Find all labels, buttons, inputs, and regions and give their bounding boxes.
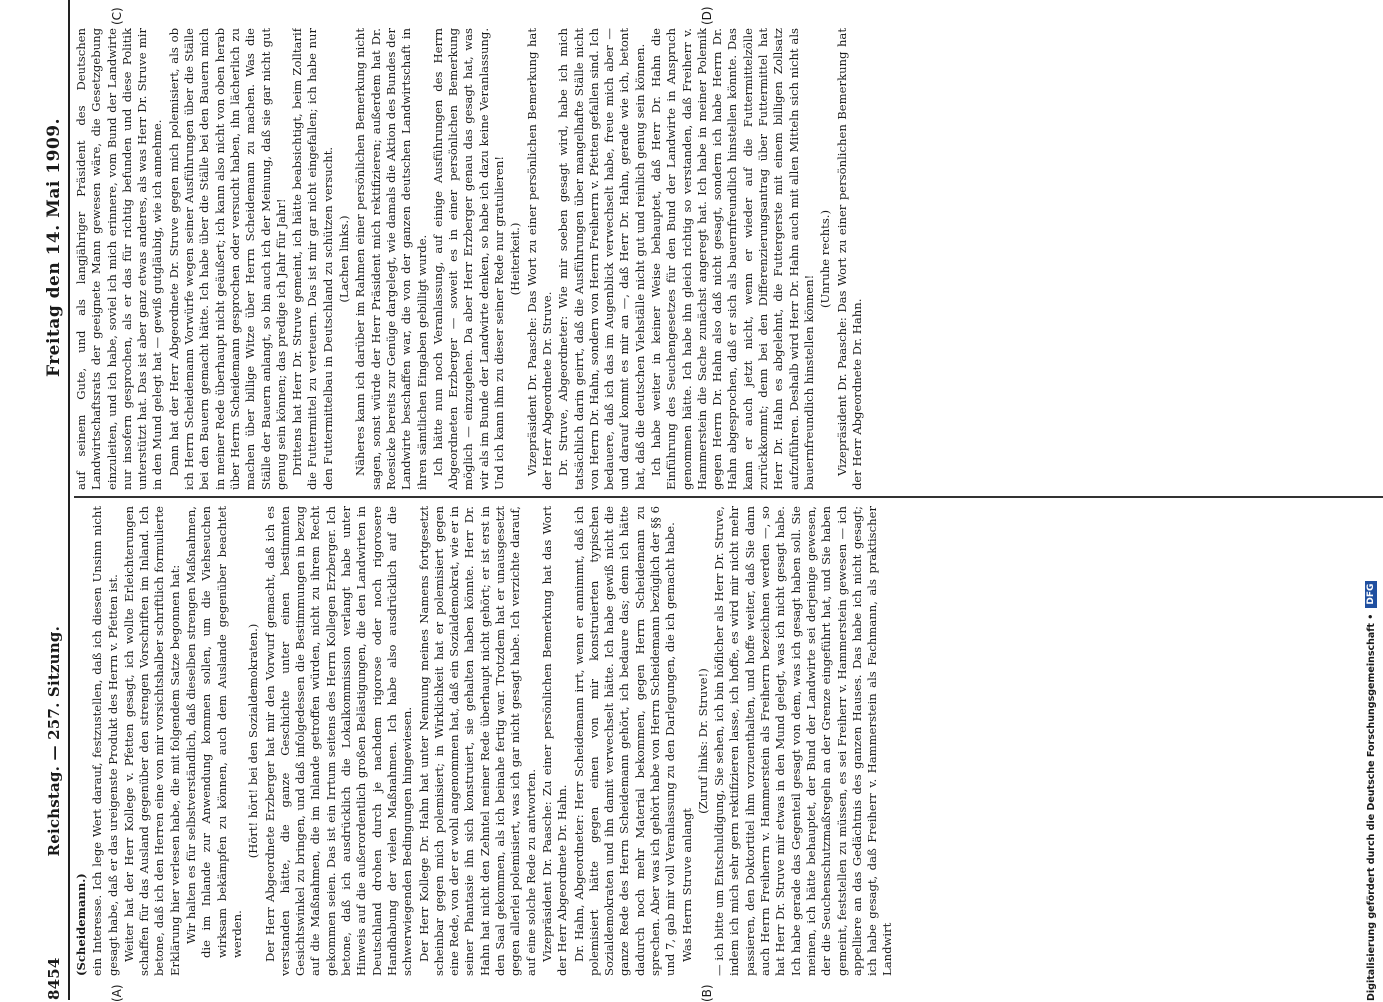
paragraph: Dann hat der Herr Abgeordnete Dr. Struve gegen mich polemisiert, als ob ich Herrn Scheidemann Vorwürfe wegen seiner Ausführungen über die Ställe bei den Bauern gemacht hätte. Ich habe über die Ställe bei den Bauern mich in meiner Rede überhaupt nicht geäußert; ich kann also nicht von oben herab über Herrn Scheidemann gesprochen oder versucht haben, ihn lächerlich zu machen über billige Witze über Herrn Scheidemann zu machen. Was die Ställe der Bauern anlangt, so bin auch ich der Meinung, daß sie gar nicht gut genug sein können; das predige ich Jahr für Jahr! [166,28,288,490]
paragraph: auf seinem Gute, und als langjähriger Präsident des Deutschen Landwirtschaftsrats der geeignete Mann gewesen wäre, die Gesetzgebung einzuleiten, und ich habe, soviel ich mich erinnere, vom Bund der Landwirte nur insofern gesprochen, als er das für richtig befunden und diese Politik unterstützt hat. Das ist aber ganz etwas anderes, als was Herr Dr. Struve mir in den Mund gelegt hat — gewiß gutgläubig, wie ich annehme. [74,28,165,490]
paragraph: Näheres kann ich darüber im Rahmen einer persönlichen Bemerkung nicht sagen, sonst würde der Herr Präsident mich rektifizieren; außerdem hat Dr. Roesicke bereits zur Genüge dargelegt, wie damals die Aktion des Bundes der Landwirte beschaffen war, die von der ganzen deutschen Landwirtschaft in ihren sämtlichen Eingaben gebilligt wurde. [353,28,429,490]
dfg-logo: DFG [1365,581,1377,608]
header-rule [68,0,70,1000]
funding-note: Digitalisierung gefördert durch die Deutsche Forschungsgemeinschaft • [1365,613,1377,1001]
margin-mark-b: (B) [700,984,714,1002]
right-column [74,28,1383,490]
right-header [44,0,64,495]
margin-mark-a: (A) [110,984,124,1002]
paragraph: Drittens hat Herr Dr. Struve gemeint, ich hätte beabsichtigt, beim Zolltarif die Futtermittel zu verteuern. Das ist mir gar nicht eingefallen; ich habe nur den Futtermittelbau in Deutschland zu schützen versucht. [290,28,335,490]
interjection: (Hört! hört! bei den Sozialdemokraten.) [246,623,261,859]
paragraph: Dr. Struve, Abgeordneter: Wie mir soeben gesagt wird, habe ich mich tatsächlich darin geirrt, daß die Ausführungen über mangelhafte Ställe nicht von Herrn Dr. Hahn, sondern von Herrn Freiherrn v. Pfetten gefallen sind. Ich bedauere, daß ich das im Augenblick verwechselt habe, freue mich aber — und darauf kommt es mir an —, daß Herr Dr. Hahn, gerade wie ich, betont hat, daß die deutschen Viehställe nicht gut und reinlich genug sein können. [556,28,647,490]
interjection: (Lachen links.) [337,215,352,303]
speaker-announcement: Vizepräsident Dr. Paasche: Zu einer persönlichen Bemerkung hat das Wort der Herr Abgeordnete Dr. Hahn. [539,506,570,976]
chamber-name: Reichstag. [45,765,63,857]
margin-mark-d: (D) [700,6,714,25]
interjection: (Zuruf links: Dr. Struve!) [695,668,710,814]
paragraph: Ich habe weiter in keiner Weise behauptet, daß Herr Dr. Hahn die Einführung des Seuchengesetzes für den Bund der Landwirte in Anspruch genommen hätte. Ich habe ihn gleich richtig so verstanden, daß Freiherr v. Hammerstein die Sache zunächst angeregt hat. Ich habe in meiner Polemik gegen Herrn Dr. Hahn also daß nicht gesagt, sondern ich habe Herrn Dr. Hahn abgesprochen, daß er sich als bauernfreundlich hinstellen könnte. Das kann er auch jetzt nicht, wenn er wieder auf die Futtermittelzölle zurückkommt; denn bei den Differenzierungsantrag über Futtermittel hat Herr Dr. Hahn es abgelehnt, die Futtergerste mit einem billigen Zollsatz aufzuführen. Deshalb wird Herr Dr. Hahn auch mit allen Mitteln sich nicht als bauernfreundlich hinstellen können! [648,28,816,490]
column-divider [74,497,1383,499]
left-column [74,506,1383,976]
left-column-text [74,506,1383,976]
paragraph: Ich hätte nun noch Veranlassung, auf einige Ausführungen des Herrn Abgeordneten Erzberger — soweit es in einer persönlichen Bemerkung möglich — einzugehen. Da aber Herr Erzberger genau das gesagt hat, was wir als im Bunde der Landwirte denken, so habe ich dazu keine Veranlassung. Und ich kann ihm zu dieser seiner Rede nur gratulieren! [430,28,507,490]
digitization-sidebar [1361,6,1381,1001]
paragraph: Was Herrn Struve anlangt [679,808,694,962]
chamber-title [45,626,63,856]
interjection: (Unruhe rechts.) [818,210,833,308]
digitization-note [1361,6,1381,1001]
quotation: Wir halten es für selbstverständlich, daß dieselben strengen Maßnahmen, die im Inlande zur Anwendung kommen sollen, um die Viehseuchen wirksam bekämpfen zu können, auch dem Auslande gegenüber beachtet werden. [184,506,244,958]
paragraph: Der Herr Kollege Dr. Hahn hat unter Nennung meines Namens fortgesetzt scheinbar gegen mich polemisiert; in Wirklichkeit hat er polemisiert gegen eine Rede, von der er wohl angenommen hat, daß ein Sozialdemokrat, wie er in seiner Phantasie ihn sich konstruiert, sie gehalten haben könnte. Herr Dr. Hahn hat nicht den Zehntel meiner Rede überhaupt nicht gehört; er ist erst in den Saal gekommen, als ich beinahe fertig war. Trotzdem hat er unausgesetzt gegen allerlei polemisiert, was ich gar nicht gesagt habe. Ich verzichte darauf, auf eine solche Rede zu antworten. [416,506,538,976]
speaker-announcement: Vizepräsident Dr. Paasche: Das Wort zu einer persönlichen Bemerkung hat der Herr Abgeordnete Dr. Struve. [524,28,554,490]
paragraph: Der Herr Abgeordnete Erzberger hat mir den Vorwurf gemacht, daß ich es verstanden hätte, die ganze Geschichte unter einen bestimmten Gesichtswinkel zu bringen, und daß infolgedessen die Bestimmungen in bezug auf die Maßnahmen, die im Inlande getroffen würden, nicht zu ihrem Recht gekommen seien. Das ist ein Irrtum seitens des Herrn Kollegen Erzberger. Ich betone, daß ich ausdrücklich die Lokalkommission verlangt habe unter Hinweis auf die außerordentlich großen Belästigungen, die den Landwirten in Deutschland drohen durch je nachdem rigorose oder noch rigorosere Handhabung der vielen Maßnahmen. Ich habe also ausdrücklich auf die schwerwiegenden Bedingungen hingewiesen. [262,506,415,976]
paragraph: Weiter hat der Herr Kollege v. Pfetten gesagt, ich wollte Erleichterungen schaffen für das Ausland gegenüber den strengen Vorschriften im Inland. Ich betone, daß ich den Herren eine von mir vorsichtshalber schriftlich formulierte Erklärung hier verlesen habe, die mit folgendem Satze begonnen hat: [121,506,182,976]
right-column-text [74,28,1383,490]
issue-date: Freitag den 14. Mai 1909. [44,117,64,378]
page-number: 8454 [45,957,63,1000]
margin-mark-c: (C) [110,7,124,25]
speaker-announcement: Vizepräsident Dr. Paasche: Das Wort zu einer persönlichen Bemerkung hat der Herr Abgeordnete Dr. Hahn. [834,28,864,490]
left-header [44,495,64,1000]
paragraph: — ich bitte um Entschuldigung, Sie sehen, ich bin höflicher als Herr Dr. Struve, indem ich mich sehr gern rektifizieren lasse, ich hoffe, es wird mir nicht mehr passieren, den Doktortitel ihm vorzuenthalten, und hoffe weiter, daß Sie dann auch Herrn Freiherrn v. Hammerstein als Freiherrn bezeichnen werden —, so hat Herr Dr. Struve mir etwas in den Mund gelegt, was ich nicht gesagt habe. Ich habe gerade das Gegenteil gesagt von dem, was ich gesagt haben soll. Sie meinen, ich hätte behauptet, der Bund der Landwirte sei derjenige gewesen, der die Seuchenschutzmaßregeln an der Grenze eingeführt hat, und Sie haben gemeint, feststellen zu müssen, es sei Freiherr v. Hammerstein gewesen — ich appelliere an das Gedächtnis des ganzen Hauses. Das habe ich nicht gesagt; ich habe gesagt, daß Freiherr v. Hammerstein als Fachmann, als praktischer Landwirt [712,506,895,976]
paragraph: Dr. Hahn, Abgeordneter: Herr Scheidemann irrt, wenn er annimmt, daß ich polemisiert hätte gegen einen von mir konstruierten typischen Sozialdemokraten und ihn damit verwechselt hätte. Ich habe gewiß nicht die ganze Rede des Herrn Scheidemann gehört, ich bedaure das; denn ich hätte dadurch noch mehr Material bekommen, gegen Herrn Scheidemann zu sprechen. Aber was ich gehört habe von Herrn Scheidemann bezüglich der §§ 6 und 7, gab mir voll Veranlassung zu den Darlegungen, die ich gemacht habe. [571,506,678,976]
paragraph: ein Interesse. Ich lege Wert darauf, festzustellen, daß ich diesen Unsinn nicht gesagt habe, daß er das ureigenste Produkt des Herrn v. Pfetten ist. [90,506,120,976]
interjection: (Heiterkeit.) [508,222,523,296]
session-label: — 257. Sitzung. [45,625,63,761]
speaker-tag: (Scheidemann.) [74,873,88,976]
